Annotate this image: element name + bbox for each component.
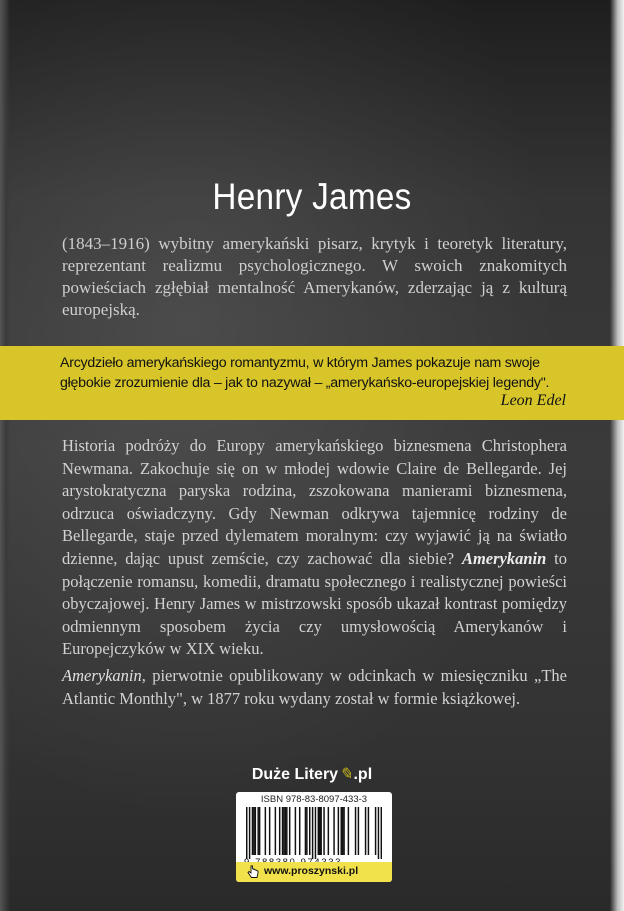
barcode-bar (249, 807, 250, 859)
publisher-logo (0, 764, 624, 784)
barcode-bar (269, 807, 270, 855)
description-paragraph-1 (62, 435, 567, 661)
description-text-2: to połączenie romansu, komedii, dramatu społecznego i realistycznej powieści obyczajowej. Henry James w mistrzowski sposób ukazał kontrast pomiędzy odmiennym sposobem życia czy umysłowością Amerykanów i Europejczyków w XIX wieku. (62, 548, 568, 659)
barcode-bar (355, 807, 356, 855)
author-name: Henry James (212, 176, 412, 217)
barcode-bar (309, 807, 310, 855)
barcode-bar (265, 807, 266, 855)
barcode-bar (318, 807, 319, 855)
book-title-italic: Amerykanin (62, 665, 142, 685)
book-description (62, 435, 567, 710)
barcode-bar (338, 807, 339, 855)
publisher-logo-text: Duże Litery (251, 766, 339, 783)
barcode-bar (252, 807, 253, 855)
barcode-bar (289, 807, 290, 855)
barcode-bar (246, 807, 247, 859)
barcode-bar (306, 807, 307, 855)
barcode-bar (295, 807, 296, 855)
description-paragraph-2 (62, 665, 567, 710)
barcode-bar (358, 807, 359, 855)
barcode-bar (328, 807, 329, 855)
barcode-bar (381, 807, 382, 859)
barcode-bar (255, 807, 256, 855)
barcode-bar (259, 807, 260, 855)
pointer-hand-icon (246, 865, 260, 879)
isbn-text: ISBN 978-83-8097-433-3 (260, 794, 368, 805)
pen-icon: ✎ (339, 766, 353, 783)
barcode-bar (343, 807, 344, 855)
publisher-website: www.proszynski.pl (264, 865, 359, 877)
barcode-bar (342, 807, 343, 855)
quote-author: Leon Edel (500, 392, 566, 409)
barcode-bar (286, 807, 287, 855)
barcode-bar (257, 807, 258, 855)
barcode-bar (319, 807, 320, 855)
description-text-1: Historia podróży do Europy amerykańskiego biznesmena Christophera Newmana. Zakochuje się on w młodej wdowie Claire de Bellegarde. Jej arystokratyczna paryska rodzina, zszokowana manierami biznesmena, odrzuca oświadczyny. Gdy Newman odkrywa tajemnicę rodziny de Bellegarde, staje przed dylematem moralnym: czy wyjawić ją na światło dzienne, dając upust zemście, czy zachować dla siebie? (62, 436, 567, 568)
barcode-bar (375, 807, 376, 855)
barcode-bar (279, 807, 280, 855)
barcode-bar (368, 807, 369, 855)
barcode-bar (365, 807, 366, 855)
barcode-bar (323, 807, 324, 855)
publisher-logo-domain: .pl (353, 766, 373, 783)
book-title-inline: Amerykanin (461, 548, 547, 568)
barcode-bar (315, 807, 316, 859)
barcode-bar (275, 807, 276, 855)
barcode-bar (282, 807, 283, 855)
barcode-bar (253, 807, 254, 855)
barcode-bar (333, 807, 334, 855)
barcode-bar (312, 807, 313, 859)
barcode-bar (348, 807, 349, 855)
barcode-bar (340, 807, 341, 855)
review-quote: Arcydzieło amerykańskiego romantyzmu, w którym James pokazuje nam swoje głębokie zrozumienie dla – jak to nazywał – „amerykańsko-europejskiej legendy". (60, 355, 550, 391)
barcode-bar (283, 807, 284, 855)
barcode-bar (305, 807, 306, 855)
barcode-bar (285, 807, 286, 855)
website-strip (236, 862, 392, 882)
barcode-bar (378, 807, 379, 859)
barcode-icon (246, 807, 382, 859)
author-bio: (1843–1916) wybitny amerykański pisarz, krytyk i teoretyk literatury, reprezentant realizmu psychologicznego. W swoich znakomitych powieściach zgłębiał mentalność Amerykanów, zderzając ją z kulturą europejską. (62, 234, 567, 319)
barcode-bar (299, 807, 300, 855)
barcode-bar (320, 807, 321, 855)
description-text-3: , pierwotnie opublikowany w odcinkach w miesięczniku „The Atlantic Monthly", w 1877 roku wydany został w formie książkowej. (62, 665, 567, 708)
